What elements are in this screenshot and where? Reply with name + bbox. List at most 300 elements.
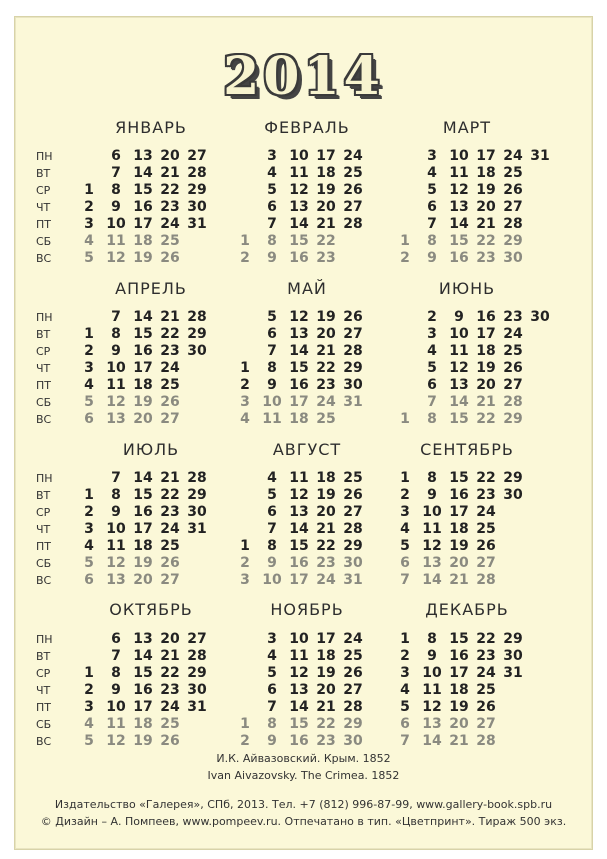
calendar-day: 12 <box>289 182 309 198</box>
calendar-day: 4 <box>427 343 437 359</box>
calendar-day: 30 <box>187 343 207 359</box>
month-title: МАРТ <box>442 118 492 137</box>
calendar-day: 9 <box>427 648 437 664</box>
calendar-day: 11 <box>106 233 126 249</box>
calendar-day: 1 <box>400 233 410 249</box>
calendar-day: 14 <box>289 521 309 537</box>
calendar-day: 31 <box>343 572 363 588</box>
calendar-day: 4 <box>84 716 94 732</box>
month-title: ЯНВАРЬ <box>115 118 187 137</box>
calendar-day: 23 <box>503 309 523 325</box>
calendar-day: 9 <box>267 733 277 749</box>
calendar-day: 4 <box>84 377 94 393</box>
month-title: ИЮНЬ <box>438 279 496 298</box>
weekday-label: СБ <box>36 718 52 731</box>
calendar-day: 23 <box>316 733 336 749</box>
weekday-label: ЧТ <box>36 523 51 536</box>
calendar-day: 17 <box>289 394 309 410</box>
calendar-day: 9 <box>267 250 277 266</box>
calendar-day: 4 <box>427 165 437 181</box>
calendar-day: 3 <box>84 216 94 232</box>
calendar-day: 3 <box>84 521 94 537</box>
calendar-day: 23 <box>160 199 180 215</box>
calendar-day: 16 <box>476 309 496 325</box>
calendar-day: 20 <box>160 148 180 164</box>
calendar-day: 3 <box>240 394 250 410</box>
artwork-caption-en: Ivan Aivazovsky. The Crimea. 1852 <box>207 769 400 782</box>
calendar-day: 2 <box>240 733 250 749</box>
calendar-day: 29 <box>187 487 207 503</box>
calendar-day: 9 <box>111 199 121 215</box>
calendar-day: 20 <box>316 682 336 698</box>
calendar-day: 11 <box>289 165 309 181</box>
calendar-day: 3 <box>84 360 94 376</box>
calendar-day: 26 <box>160 394 180 410</box>
calendar-day: 29 <box>187 182 207 198</box>
calendar-day: 29 <box>343 538 363 554</box>
calendar-day: 8 <box>111 487 121 503</box>
calendar-day: 16 <box>449 487 469 503</box>
calendar-day: 28 <box>476 572 496 588</box>
calendar-day: 5 <box>427 182 437 198</box>
calendar-day: 21 <box>316 343 336 359</box>
calendar-day: 27 <box>343 682 363 698</box>
weekday-label: ВС <box>36 574 52 587</box>
calendar-day: 4 <box>267 165 277 181</box>
calendar-day: 26 <box>476 538 496 554</box>
calendar-day: 24 <box>343 631 363 647</box>
calendar-day: 17 <box>316 148 336 164</box>
calendar-day: 12 <box>289 487 309 503</box>
calendar-day: 29 <box>503 411 523 427</box>
month-title: МАЙ <box>287 279 327 298</box>
calendar-day: 5 <box>267 309 277 325</box>
calendar-day: 11 <box>106 716 126 732</box>
calendar-day: 16 <box>289 733 309 749</box>
calendar-day: 5 <box>84 555 94 571</box>
calendar-day: 1 <box>84 487 94 503</box>
calendar-day: 9 <box>111 343 121 359</box>
weekday-label: ПТ <box>36 379 51 392</box>
calendar-day: 15 <box>133 182 153 198</box>
calendar-day: 7 <box>111 648 121 664</box>
calendar-day: 9 <box>267 555 277 571</box>
calendar-day: 30 <box>503 250 523 266</box>
calendar-day: 28 <box>343 343 363 359</box>
calendar-day: 22 <box>476 411 496 427</box>
calendar-day: 24 <box>160 360 180 376</box>
calendar-day: 19 <box>476 360 496 376</box>
calendar-day: 6 <box>267 199 277 215</box>
calendar-day: 24 <box>503 148 523 164</box>
calendar-day: 10 <box>449 148 469 164</box>
weekday-label: ПТ <box>36 701 51 714</box>
calendar-day: 23 <box>160 343 180 359</box>
calendar-day: 5 <box>400 538 410 554</box>
calendar-day: 31 <box>530 148 550 164</box>
calendar-day: 16 <box>133 504 153 520</box>
calendar-day: 8 <box>427 411 437 427</box>
calendar-day: 21 <box>160 309 180 325</box>
weekday-label: СР <box>36 345 51 358</box>
calendar-day: 6 <box>427 199 437 215</box>
calendar-day: 6 <box>84 411 94 427</box>
calendar-day: 31 <box>187 699 207 715</box>
calendar-day: 27 <box>187 631 207 647</box>
calendar-day: 13 <box>133 631 153 647</box>
calendar-day: 16 <box>289 377 309 393</box>
calendar-day: 6 <box>267 326 277 342</box>
calendar-day: 10 <box>262 394 282 410</box>
calendar-day: 15 <box>289 538 309 554</box>
calendar-day: 3 <box>267 631 277 647</box>
calendar-day: 2 <box>400 250 410 266</box>
calendar-day: 2 <box>84 682 94 698</box>
calendar-day: 16 <box>133 682 153 698</box>
calendar-day: 30 <box>343 377 363 393</box>
calendar-day: 14 <box>449 216 469 232</box>
calendar-day: 25 <box>160 538 180 554</box>
calendar-day: 17 <box>133 521 153 537</box>
calendar-day: 22 <box>316 233 336 249</box>
calendar-day: 12 <box>422 538 442 554</box>
calendar-day: 30 <box>187 504 207 520</box>
calendar-day: 23 <box>476 648 496 664</box>
calendar-day: 31 <box>343 394 363 410</box>
calendar-day: 8 <box>267 538 277 554</box>
calendar-day: 28 <box>187 165 207 181</box>
calendar-day: 27 <box>343 326 363 342</box>
weekday-label: ПН <box>36 150 53 163</box>
calendar-day: 21 <box>449 572 469 588</box>
calendar-day: 20 <box>316 199 336 215</box>
calendar-day: 5 <box>84 733 94 749</box>
calendar-day: 10 <box>449 326 469 342</box>
weekday-label: ПТ <box>36 540 51 553</box>
weekday-label: СБ <box>36 396 52 409</box>
calendar-day: 4 <box>267 648 277 664</box>
calendar-day: 9 <box>111 504 121 520</box>
calendar-day: 14 <box>289 343 309 359</box>
calendar-day: 20 <box>449 716 469 732</box>
calendar-day: 5 <box>84 394 94 410</box>
calendar-day: 24 <box>503 326 523 342</box>
calendar-day: 13 <box>289 326 309 342</box>
calendar-day: 27 <box>160 411 180 427</box>
weekday-label: СР <box>36 667 51 680</box>
calendar-day: 27 <box>503 377 523 393</box>
calendar-day: 5 <box>267 487 277 503</box>
calendar-day: 14 <box>422 572 442 588</box>
calendar-day: 1 <box>84 326 94 342</box>
calendar-day: 17 <box>476 148 496 164</box>
calendar-day: 29 <box>503 631 523 647</box>
weekday-label: ВТ <box>36 489 51 502</box>
calendar-day: 18 <box>316 470 336 486</box>
calendar-day: 7 <box>111 165 121 181</box>
calendar-day: 5 <box>84 250 94 266</box>
calendar-day: 30 <box>343 555 363 571</box>
calendar-day: 30 <box>503 487 523 503</box>
calendar-day: 1 <box>240 233 250 249</box>
calendar-day: 23 <box>160 682 180 698</box>
calendar-day: 20 <box>476 377 496 393</box>
calendar-day: 28 <box>187 648 207 664</box>
calendar-day: 3 <box>400 504 410 520</box>
calendar-day: 11 <box>449 165 469 181</box>
calendar-day: 15 <box>289 360 309 376</box>
calendar-day: 13 <box>289 199 309 215</box>
weekday-label: ЧТ <box>36 684 51 697</box>
year-title: 2014 <box>223 46 384 107</box>
calendar-day: 2 <box>240 250 250 266</box>
weekday-label: ПН <box>36 633 53 646</box>
calendar-day: 19 <box>133 555 153 571</box>
calendar-day: 4 <box>267 470 277 486</box>
calendar-day: 14 <box>289 699 309 715</box>
calendar-day: 27 <box>187 148 207 164</box>
calendar-day: 19 <box>316 487 336 503</box>
calendar-day: 16 <box>449 648 469 664</box>
calendar-day: 22 <box>160 487 180 503</box>
calendar-day: 8 <box>427 631 437 647</box>
calendar-day: 24 <box>343 148 363 164</box>
calendar-day: 9 <box>111 682 121 698</box>
calendar-day: 28 <box>343 216 363 232</box>
calendar-day: 7 <box>400 572 410 588</box>
weekday-label: ВТ <box>36 650 51 663</box>
calendar-day: 17 <box>289 572 309 588</box>
calendar-day: 23 <box>316 377 336 393</box>
calendar-day: 26 <box>160 733 180 749</box>
calendar-day: 13 <box>106 572 126 588</box>
calendar-day: 8 <box>427 233 437 249</box>
calendar-day: 5 <box>400 699 410 715</box>
calendar-day: 28 <box>503 394 523 410</box>
artwork-caption-ru: И.К. Айвазовский. Крым. 1852 <box>216 752 391 765</box>
calendar-day: 16 <box>289 250 309 266</box>
calendar-day: 18 <box>133 716 153 732</box>
calendar-day: 28 <box>503 216 523 232</box>
calendar-day: 4 <box>400 521 410 537</box>
calendar-day: 1 <box>400 631 410 647</box>
calendar-day: 8 <box>267 360 277 376</box>
weekday-label: СР <box>36 184 51 197</box>
calendar-day: 30 <box>187 199 207 215</box>
calendar-day: 2 <box>400 487 410 503</box>
calendar-day: 23 <box>476 487 496 503</box>
calendar-day: 3 <box>240 572 250 588</box>
calendar-day: 25 <box>503 343 523 359</box>
calendar-day: 8 <box>427 470 437 486</box>
calendar-day: 4 <box>240 411 250 427</box>
credits-line: © Дизайн – А. Помпеев, www.pompeev.ru. Отпечатано в тип. «Цветпринт». Тираж 500 экз. <box>40 815 567 828</box>
calendar-day: 13 <box>133 148 153 164</box>
calendar-day: 24 <box>160 521 180 537</box>
calendar-day: 21 <box>316 521 336 537</box>
calendar-day: 2 <box>400 648 410 664</box>
calendar-day: 22 <box>316 538 336 554</box>
calendar-day: 15 <box>133 665 153 681</box>
calendar-day: 15 <box>449 411 469 427</box>
calendar-day: 26 <box>160 250 180 266</box>
calendar-day: 7 <box>267 216 277 232</box>
weekday-label: ВТ <box>36 328 51 341</box>
calendar-day: 6 <box>427 377 437 393</box>
calendar-day: 12 <box>449 182 469 198</box>
calendar-day: 8 <box>267 233 277 249</box>
calendar-day: 26 <box>160 555 180 571</box>
calendar-day: 13 <box>449 199 469 215</box>
calendar-day: 22 <box>160 326 180 342</box>
calendar-day: 27 <box>476 555 496 571</box>
calendar-day: 7 <box>111 470 121 486</box>
calendar-day: 11 <box>449 343 469 359</box>
calendar-day: 30 <box>187 682 207 698</box>
calendar-day: 10 <box>106 216 126 232</box>
calendar-day: 9 <box>267 377 277 393</box>
calendar-day: 2 <box>84 504 94 520</box>
calendar-day: 26 <box>503 360 523 376</box>
calendar-day: 29 <box>343 360 363 376</box>
calendar-day: 23 <box>160 504 180 520</box>
calendar-day: 20 <box>449 555 469 571</box>
calendar-day: 3 <box>427 148 437 164</box>
calendar-day: 17 <box>449 504 469 520</box>
calendar-day: 4 <box>84 538 94 554</box>
month-title: СЕНТЯБРЬ <box>420 440 514 459</box>
calendar-day: 7 <box>400 733 410 749</box>
calendar-day: 25 <box>343 648 363 664</box>
calendar-day: 18 <box>316 165 336 181</box>
calendar-day: 26 <box>476 699 496 715</box>
weekday-label: ВС <box>36 252 52 265</box>
calendar-day: 25 <box>160 716 180 732</box>
calendar-day: 22 <box>476 631 496 647</box>
calendar-day: 21 <box>160 648 180 664</box>
calendar-day: 6 <box>400 555 410 571</box>
calendar-day: 6 <box>111 631 121 647</box>
calendar-day: 15 <box>449 233 469 249</box>
calendar-day: 13 <box>289 682 309 698</box>
calendar-day: 16 <box>133 343 153 359</box>
calendar-day: 27 <box>160 572 180 588</box>
calendar-day: 16 <box>449 250 469 266</box>
calendar-day: 18 <box>476 343 496 359</box>
calendar-day: 27 <box>343 504 363 520</box>
calendar-day: 12 <box>106 555 126 571</box>
calendar-day: 13 <box>106 411 126 427</box>
calendar-day: 7 <box>427 216 437 232</box>
calendar-day: 1 <box>400 411 410 427</box>
calendar-day: 25 <box>343 165 363 181</box>
calendar-day: 6 <box>111 148 121 164</box>
calendar-day: 28 <box>187 470 207 486</box>
weekday-label: ПН <box>36 311 53 324</box>
calendar-day: 22 <box>476 470 496 486</box>
calendar-day: 19 <box>476 182 496 198</box>
calendar-day: 19 <box>133 250 153 266</box>
calendar-day: 9 <box>454 309 464 325</box>
weekday-label: ПН <box>36 472 53 485</box>
calendar-day: 23 <box>316 250 336 266</box>
calendar-day: 19 <box>449 538 469 554</box>
weekday-label: СБ <box>36 235 52 248</box>
calendar-day: 13 <box>422 716 442 732</box>
calendar-day: 19 <box>449 699 469 715</box>
calendar-day: 28 <box>476 733 496 749</box>
calendar-day: 14 <box>449 394 469 410</box>
calendar-day: 8 <box>111 326 121 342</box>
calendar-day: 20 <box>133 411 153 427</box>
calendar-day: 11 <box>289 648 309 664</box>
calendar-day: 8 <box>111 182 121 198</box>
calendar-day: 6 <box>267 504 277 520</box>
calendar-day: 6 <box>400 716 410 732</box>
calendar-day: 11 <box>422 682 442 698</box>
weekday-label: ЧТ <box>36 201 51 214</box>
calendar-day: 21 <box>160 470 180 486</box>
weekday-label: ВТ <box>36 167 51 180</box>
calendar-day: 10 <box>422 504 442 520</box>
calendar-day: 2 <box>84 199 94 215</box>
calendar-day: 1 <box>240 716 250 732</box>
calendar-day: 21 <box>316 216 336 232</box>
calendar-day: 29 <box>187 665 207 681</box>
calendar-day: 20 <box>133 572 153 588</box>
calendar-day: 1 <box>240 360 250 376</box>
calendar-day: 1 <box>84 182 94 198</box>
calendar-day: 22 <box>316 716 336 732</box>
calendar-day: 31 <box>503 665 523 681</box>
calendar-day: 7 <box>111 309 121 325</box>
calendar-day: 18 <box>133 233 153 249</box>
calendar-day: 17 <box>476 326 496 342</box>
publisher-line: Издательство «Галерея», СПб, 2013. Тел. +7 (812) 996-87-99, www.gallery-book.spb.ru <box>54 798 553 811</box>
calendar-day: 1 <box>240 538 250 554</box>
calendar-day: 10 <box>262 572 282 588</box>
calendar-day: 16 <box>289 555 309 571</box>
calendar-day: 5 <box>427 360 437 376</box>
month-title: ОКТЯБРЬ <box>109 600 193 619</box>
calendar-day: 18 <box>133 538 153 554</box>
calendar-day: 15 <box>289 716 309 732</box>
calendar-day: 11 <box>289 470 309 486</box>
calendar-day: 19 <box>316 182 336 198</box>
weekday-label: ВС <box>36 735 52 748</box>
calendar-day: 12 <box>289 309 309 325</box>
calendar-day: 30 <box>503 648 523 664</box>
month-title: ДЕКАБРЬ <box>425 600 509 619</box>
calendar-day: 15 <box>449 631 469 647</box>
calendar-day: 6 <box>267 682 277 698</box>
calendar-day: 27 <box>476 716 496 732</box>
calendar-day: 29 <box>343 716 363 732</box>
calendar-day: 24 <box>160 699 180 715</box>
weekday-label: ЧТ <box>36 362 51 375</box>
calendar-day: 10 <box>289 631 309 647</box>
calendar-day: 25 <box>503 165 523 181</box>
calendar-day: 7 <box>267 343 277 359</box>
calendar-day: 7 <box>267 699 277 715</box>
calendar-day: 10 <box>106 521 126 537</box>
calendar-day: 22 <box>160 182 180 198</box>
calendar-day: 14 <box>289 216 309 232</box>
calendar-day: 24 <box>160 216 180 232</box>
weekday-label: СР <box>36 506 51 519</box>
calendar-day: 2 <box>427 309 437 325</box>
calendar-day: 22 <box>476 233 496 249</box>
